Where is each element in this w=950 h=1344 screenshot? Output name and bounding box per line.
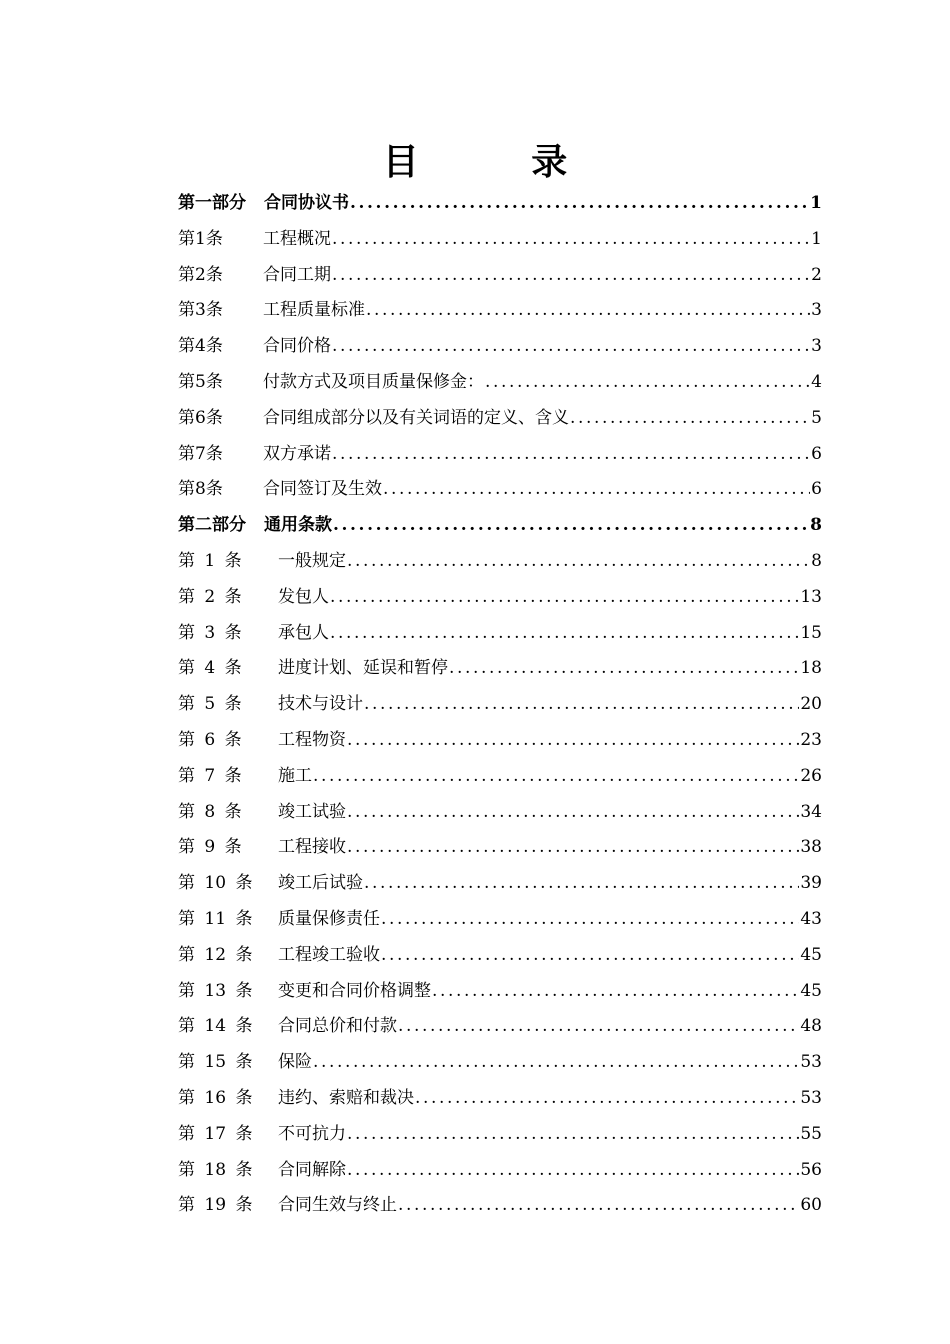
dot-leader xyxy=(313,759,799,795)
toc-entry[interactable] xyxy=(178,258,822,294)
toc-entry[interactable] xyxy=(178,830,822,866)
toc-page-number: 13 xyxy=(800,586,822,607)
toc-clause-number: 第 6 条 xyxy=(178,729,242,750)
toc-clause-number: 第 15 条 xyxy=(178,1052,253,1073)
toc-clause-label: 付款方式及项目质量保修金： xyxy=(263,371,484,392)
toc-entry[interactable] xyxy=(178,759,822,795)
toc-page-number: 15 xyxy=(800,622,822,643)
toc-clause-label: 合同总价和付款 xyxy=(278,1016,397,1037)
toc-entry[interactable] xyxy=(178,1153,822,1189)
toc-entry[interactable] xyxy=(178,544,822,580)
toc-page-number: 23 xyxy=(800,729,822,750)
toc-clause-label: 发包人 xyxy=(278,586,329,607)
dot-leader xyxy=(347,795,799,831)
toc-page-number: 56 xyxy=(800,1159,822,1180)
toc-part-label: 合同协议书 xyxy=(264,193,349,213)
dot-leader xyxy=(383,472,810,508)
toc-page-number: 3 xyxy=(811,336,822,357)
toc-part-number: 第一部分 xyxy=(178,193,246,213)
toc-clause-number: 第 13 条 xyxy=(178,980,253,1001)
toc-page-number: 53 xyxy=(800,1087,822,1108)
toc-entry[interactable] xyxy=(178,222,822,258)
toc-entry[interactable] xyxy=(178,580,822,616)
toc-clause-label: 竣工后试验 xyxy=(278,873,363,894)
toc-entry[interactable] xyxy=(178,1045,822,1081)
dot-leader xyxy=(333,508,809,544)
toc-entry-part2[interactable] xyxy=(178,508,822,544)
dot-leader xyxy=(381,938,799,974)
toc-entry[interactable] xyxy=(178,472,822,508)
dot-leader xyxy=(350,186,809,222)
dot-leader xyxy=(364,866,799,902)
dot-leader xyxy=(570,401,810,437)
toc-entry[interactable] xyxy=(178,616,822,652)
toc-clause-label: 合同生效与终止 xyxy=(278,1195,397,1216)
toc-clause-label: 工程竣工验收 xyxy=(278,944,380,965)
toc-entry[interactable] xyxy=(178,795,822,831)
toc-entry[interactable] xyxy=(178,329,822,365)
toc-page-number: 2 xyxy=(811,264,822,285)
toc-page-number: 45 xyxy=(800,980,822,1001)
toc-part-number: 第二部分 xyxy=(178,515,246,536)
toc-entry[interactable] xyxy=(178,437,822,473)
toc-entry[interactable] xyxy=(178,687,822,723)
toc-page-number: 43 xyxy=(800,908,822,929)
toc-entry[interactable] xyxy=(178,1188,822,1224)
toc-clause-label: 竣工试验 xyxy=(278,801,346,822)
toc-page-number: 26 xyxy=(800,765,822,786)
toc-clause-label: 合同签订及生效 xyxy=(263,479,382,500)
dot-leader xyxy=(332,329,810,365)
toc-entry[interactable] xyxy=(178,293,822,329)
toc-clause-label: 承包人 xyxy=(278,622,329,643)
toc-clause-number: 第2条 xyxy=(178,264,223,285)
toc-page-number: 39 xyxy=(800,873,822,894)
dot-leader xyxy=(398,1188,799,1224)
toc-clause-number: 第 9 条 xyxy=(178,837,242,858)
toc-page-number: 3 xyxy=(811,300,822,321)
dot-leader xyxy=(332,437,810,473)
toc-entry[interactable] xyxy=(178,974,822,1010)
toc-clause-number: 第 11 条 xyxy=(178,908,253,929)
dot-leader xyxy=(398,1009,799,1045)
toc-clause-number: 第 8 条 xyxy=(178,801,242,822)
toc-clause-label: 一般规定 xyxy=(278,550,346,571)
dot-leader xyxy=(332,222,810,258)
toc-clause-number: 第 17 条 xyxy=(178,1123,253,1144)
toc-clause-number: 第 2 条 xyxy=(178,586,242,607)
toc-clause-number: 第 1 条 xyxy=(178,550,242,571)
toc-clause-number: 第1条 xyxy=(178,228,223,249)
toc-clause-label: 不可抗力 xyxy=(278,1123,346,1144)
toc-entry[interactable] xyxy=(178,651,822,687)
dot-leader xyxy=(449,651,799,687)
toc-page-number: 8 xyxy=(810,515,822,536)
toc-clause-label: 双方承诺 xyxy=(263,443,331,464)
toc-entry[interactable] xyxy=(178,1117,822,1153)
toc-page-number: 4 xyxy=(811,371,822,392)
toc-clause-label: 工程质量标准 xyxy=(263,300,365,321)
toc-clause-number: 第 4 条 xyxy=(178,658,242,679)
dot-leader xyxy=(347,1117,799,1153)
toc-clause-number: 第3条 xyxy=(178,300,223,321)
toc-part-label: 通用条款 xyxy=(264,515,332,536)
toc-entry-part1[interactable] xyxy=(178,186,822,222)
dot-leader xyxy=(485,365,810,401)
toc-page-number: 5 xyxy=(811,407,822,428)
toc-clause-number: 第 19 条 xyxy=(178,1195,253,1216)
toc-page-number: 53 xyxy=(800,1052,822,1073)
dot-leader xyxy=(347,1153,799,1189)
dot-leader xyxy=(347,544,810,580)
dot-leader xyxy=(332,258,810,294)
agreement-clauses xyxy=(178,222,822,508)
toc-clause-label: 工程接收 xyxy=(278,837,346,858)
dot-leader xyxy=(432,974,799,1010)
dot-leader xyxy=(313,1045,799,1081)
toc-page-number: 1 xyxy=(810,193,822,213)
dot-leader xyxy=(347,830,799,866)
toc-entry[interactable] xyxy=(178,938,822,974)
toc-clause-label: 合同工期 xyxy=(263,264,331,285)
toc-clause-label: 工程物资 xyxy=(278,729,346,750)
toc-clause-label: 保险 xyxy=(278,1052,312,1073)
toc-page-number: 48 xyxy=(800,1016,822,1037)
toc-entry[interactable] xyxy=(178,365,822,401)
toc-clause-number: 第7条 xyxy=(178,443,223,464)
toc-title: 目 录 xyxy=(382,141,618,183)
toc-entry[interactable] xyxy=(178,902,822,938)
toc-clause-label: 合同价格 xyxy=(263,336,331,357)
dot-leader xyxy=(366,293,810,329)
toc-clause-number: 第8条 xyxy=(178,479,223,500)
general-clauses xyxy=(178,544,822,1224)
table-of-contents xyxy=(178,186,822,1224)
toc-clause-label: 技术与设计 xyxy=(278,694,363,715)
toc-page-number: 38 xyxy=(800,837,822,858)
toc-clause-label: 违约、索赔和裁决 xyxy=(278,1087,414,1108)
toc-clause-number: 第 14 条 xyxy=(178,1016,253,1037)
toc-clause-number: 第 16 条 xyxy=(178,1087,253,1108)
toc-clause-number: 第 12 条 xyxy=(178,944,253,965)
toc-page-number: 55 xyxy=(800,1123,822,1144)
toc-clause-label: 进度计划、延误和暂停 xyxy=(278,658,448,679)
toc-clause-label: 合同解除 xyxy=(278,1159,346,1180)
toc-page-number: 6 xyxy=(811,479,822,500)
toc-clause-label: 质量保修责任 xyxy=(278,908,380,929)
dot-leader xyxy=(330,580,799,616)
dot-leader xyxy=(347,723,799,759)
toc-entry[interactable] xyxy=(178,723,822,759)
toc-clause-number: 第 5 条 xyxy=(178,694,242,715)
toc-page-number: 8 xyxy=(811,550,822,571)
toc-page-number: 1 xyxy=(811,228,822,249)
toc-entry[interactable] xyxy=(178,401,822,437)
toc-clause-label: 合同组成部分以及有关词语的定义、含义 xyxy=(263,407,569,428)
toc-clause-number: 第6条 xyxy=(178,407,223,428)
dot-leader xyxy=(330,616,799,652)
toc-clause-number: 第5条 xyxy=(178,371,223,392)
toc-clause-label: 工程概况 xyxy=(263,228,331,249)
toc-page-number: 60 xyxy=(800,1195,822,1216)
toc-entry[interactable] xyxy=(178,866,822,902)
toc-clause-number: 第 18 条 xyxy=(178,1159,253,1180)
toc-page-number: 45 xyxy=(800,944,822,965)
toc-clause-number: 第 10 条 xyxy=(178,873,253,894)
toc-clause-label: 施工 xyxy=(278,765,312,786)
toc-entry[interactable] xyxy=(178,1009,822,1045)
toc-page-number: 18 xyxy=(800,658,822,679)
toc-page-number: 34 xyxy=(800,801,822,822)
toc-clause-number: 第 3 条 xyxy=(178,622,242,643)
toc-page-number: 20 xyxy=(800,694,822,715)
toc-clause-label: 变更和合同价格调整 xyxy=(278,980,431,1001)
toc-clause-number: 第 7 条 xyxy=(178,765,242,786)
toc-entry[interactable] xyxy=(178,1081,822,1117)
toc-page-number: 6 xyxy=(811,443,822,464)
dot-leader xyxy=(381,902,799,938)
dot-leader xyxy=(364,687,799,723)
toc-clause-number: 第4条 xyxy=(178,336,223,357)
dot-leader xyxy=(415,1081,799,1117)
